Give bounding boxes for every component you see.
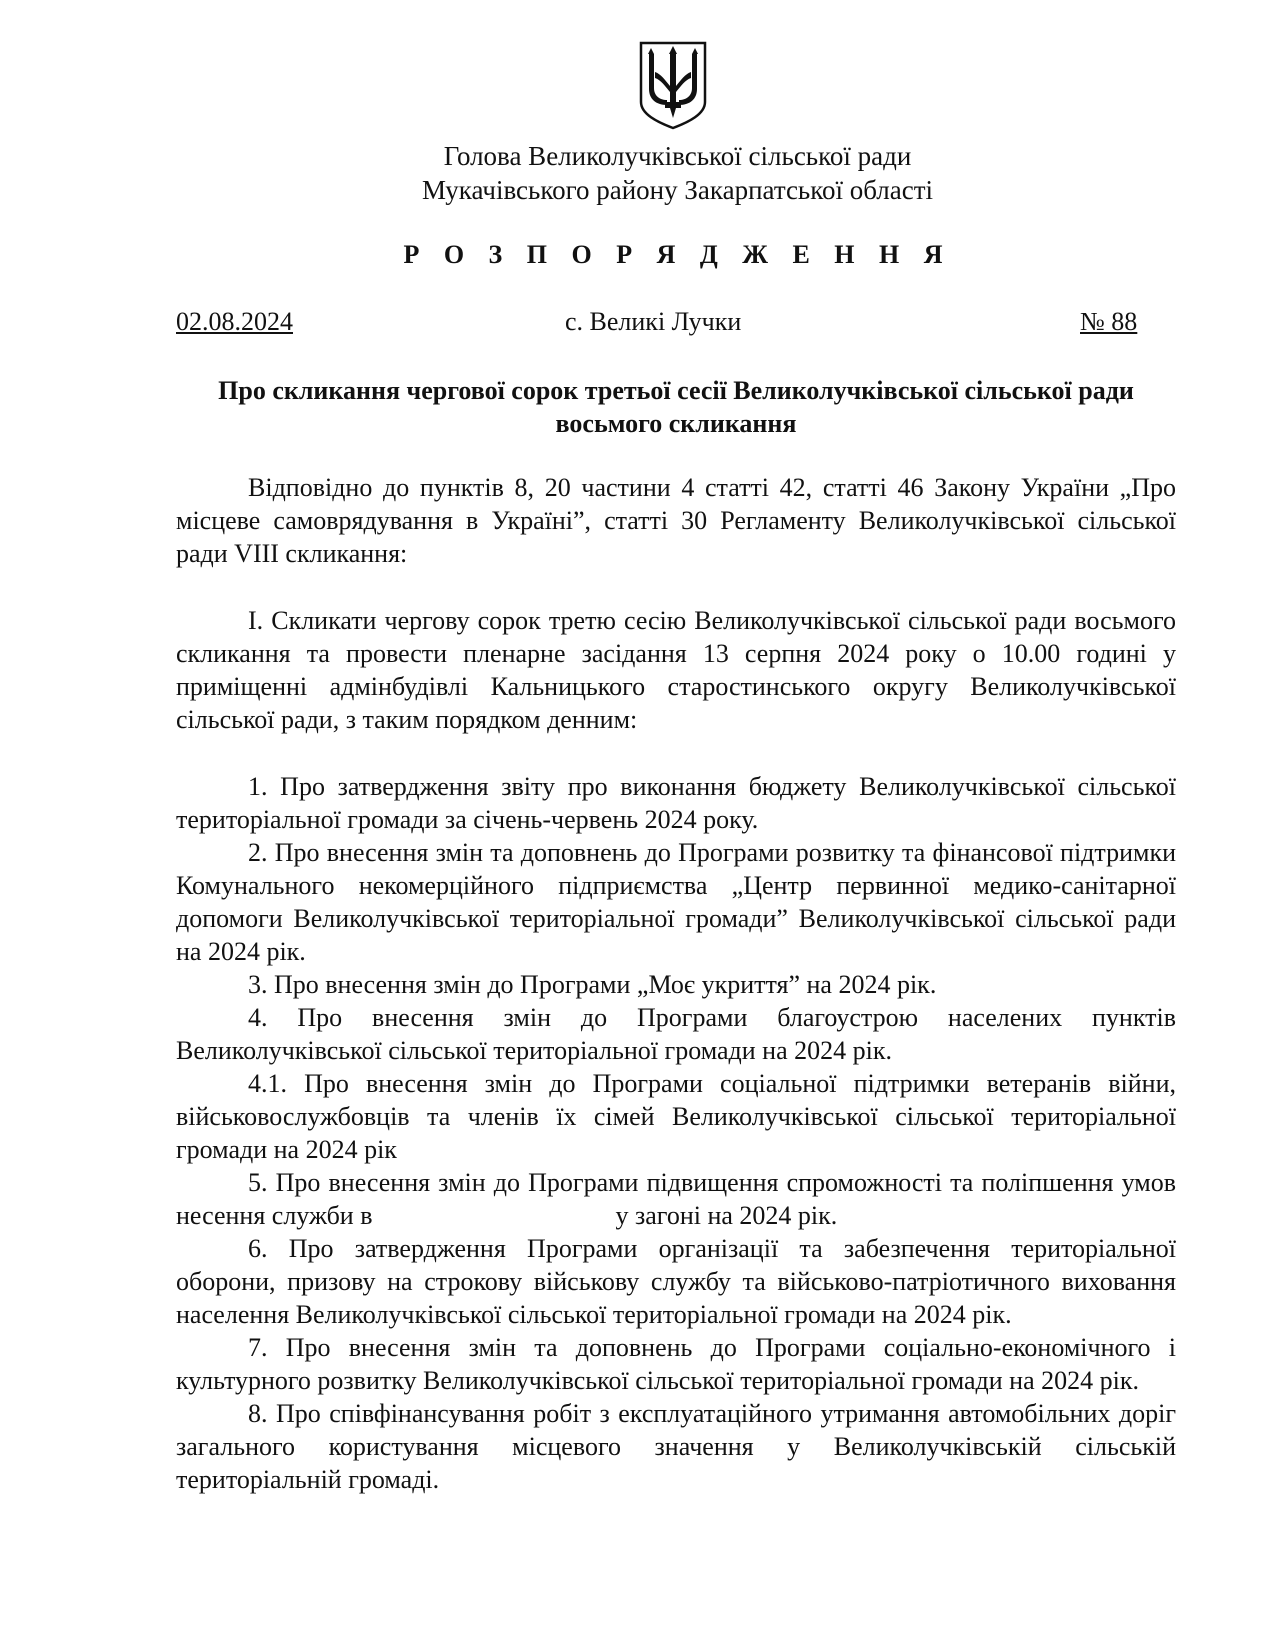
preamble-paragraph xyxy=(176,471,1176,570)
agenda-item: 4.1. Про внесення змін до Програми соціальної підтримки ветеранів війни, військовослужбовців та членів їх сімей Великолучківської сільської територіальної громади на 2024 рік xyxy=(176,1069,1176,1164)
agenda-item: 8. Про співфінансування робіт з експлуатаційного утримання автомобільних доріг загального користування місцевого значення у Великолучківській сільській територіальній громаді. xyxy=(176,1399,1176,1494)
agenda-item: 3. Про внесення змін до Програми „Моє укриття” на 2024 рік. xyxy=(248,970,937,999)
agenda-item: 6. Про затвердження Програми організації та забезпечення територіальної оборони, призову на строкову військову службу та військово-патріотичного виховання населення Великолучківської сільської територіальної громади на 2024 рік. xyxy=(176,1234,1176,1329)
agenda-item xyxy=(176,1166,1176,1232)
agenda-item-text: у загоні на 2024 рік. xyxy=(609,1201,838,1230)
document-number: № 88 xyxy=(1080,307,1138,336)
coat-of-arms-icon xyxy=(637,40,709,130)
document-date: 02.08.2024 xyxy=(176,307,293,336)
preamble-text: Відповідно до пунктів 8, 20 частини 4 статті 42, статті 46 Закону України „Про місцеве самоврядування в Україні”, статті 30 Регламенту Великолучківської сільської ради VIII скликання: xyxy=(176,473,1176,568)
agenda-item-text: 5. Про внесення змін до Програми підвищення спроможності та поліпшення умов несення служби в xyxy=(176,1168,1176,1230)
agenda-item: 7. Про внесення змін та доповнень до Програми соціально-економічного і культурного розвитку Великолучківської сільської територіальної громади на 2024 рік. xyxy=(176,1333,1176,1395)
agenda-item: 2. Про внесення змін та доповнень до Програми розвитку та фінансової підтримки Комунального некомерційного підприємства „Центр первинної медико-санітарної допомоги Великолучківської територіальної громади” Великолучківської сільської ради на 2024 рік. xyxy=(176,838,1176,966)
agenda-list xyxy=(176,770,1176,1496)
redacted-area xyxy=(379,1207,609,1229)
agenda-item: 4. Про внесення змін до Програми благоустрою населених пунктів Великолучківської сільської територіальної громади на 2024 рік. xyxy=(176,1003,1176,1065)
issuer-title: Голова Великолучківської сільської ради xyxy=(443,141,912,171)
issuer-region: Мукачівського району Закарпатської області xyxy=(421,175,934,205)
agenda-item: 1. Про затвердження звіту про виконання бюджету Великолучківської сільської територіальної громади за січень-червень 2024 року. xyxy=(176,772,1176,834)
decision-text: I. Скликати чергову сорок третю сесію Великолучківської сільської ради восьмого скликання та провести пленарне засідання 13 серпня 2024 року о 10.00 годині у приміщенні адмінбудівлі Кальницького старостинського округу Великолучківської сільської ради, з таким порядком денним: xyxy=(176,606,1176,734)
document-title: Про скликання чергової сорок третьої сесії Великолучківської сільської ради восьмого скликання xyxy=(218,376,1134,438)
decision-paragraph xyxy=(176,604,1176,736)
document-type: Р О З П О Р Я Д Ж Е Н Н Я xyxy=(403,240,952,269)
document-place: с. Великі Лучки xyxy=(565,307,742,336)
